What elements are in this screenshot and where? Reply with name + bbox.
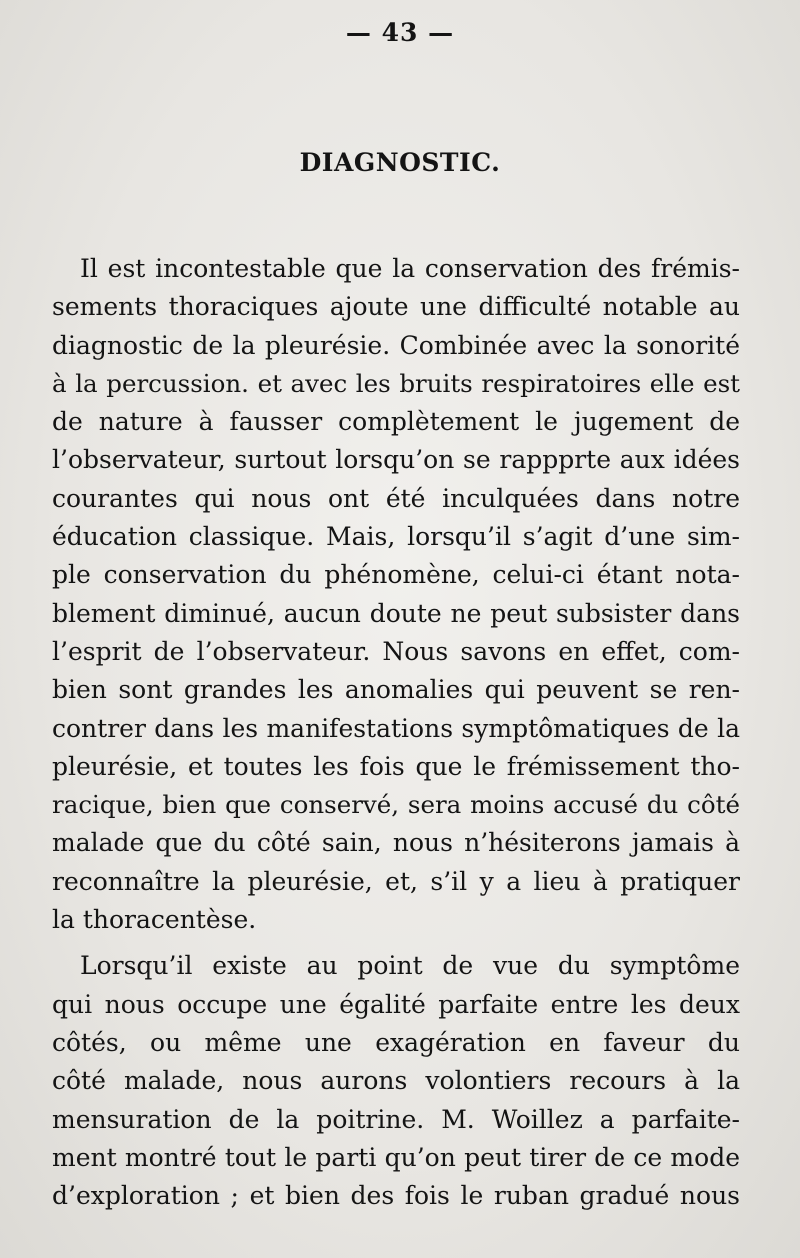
text-line: l’observateur, surtout lorsqu’on se rappprte aux idées [52, 445, 740, 475]
paragraph-1 [52, 250, 740, 939]
paragraph-2 [52, 947, 740, 1215]
text-line: la thoracentèse. [52, 905, 257, 935]
text-line: éducation classique. Mais, lorsqu’il s’agit d’une sim- [52, 522, 740, 552]
text-line: contrer dans les manifestations symptômatiques de la [52, 713, 740, 743]
text-line: racique, bien que conservé, sera moins accusé du côté [52, 790, 740, 820]
text-line: mensuration de la poitrine. M. Woillez a parfaite- [52, 1104, 740, 1134]
text-line: ple conservation du phénomène, celui-ci étant nota- [52, 560, 740, 590]
text-line: d’exploration ; et bien des fois le ruban gradué nous [52, 1181, 740, 1211]
text-line: Il est incontestable que la conservation des frémis- [80, 254, 740, 283]
text-line: Lorsqu’il existe au point de vue du symptôme [80, 951, 740, 981]
body-text [52, 250, 740, 1215]
text-line: l’esprit de l’observateur. Nous savons en effet, com- [52, 636, 740, 666]
page-number: — 43 — [345, 18, 455, 47]
text-line: qui nous occupe une égalité parfaite entre les deux [52, 989, 740, 1019]
text-line: côtés, ou même une exagération en faveur du [52, 1027, 740, 1057]
text-line: diagnostic de la pleurésie. Combinée avec la sonorité [52, 330, 740, 360]
text-line: reconnaître la pleurésie, et, s’il y a lieu à pratiquer [52, 866, 740, 896]
text-line: ment montré tout le parti qu’on peut tirer de ce mode [52, 1142, 740, 1172]
text-line: sements thoraciques ajoute une difficulté notable au [52, 292, 740, 322]
text-line: à la percussion. et avec les bruits respiratoires elle est [52, 368, 740, 398]
text-line: de nature à fausser complètement le jugement de [52, 407, 740, 437]
text-line: blement diminué, aucun doute ne peut subsister dans [52, 598, 740, 628]
text-line: côté malade, nous aurons volontiers recours à la [52, 1066, 740, 1096]
text-line: bien sont grandes les anomalies qui peuvent se ren- [52, 675, 740, 705]
text-line: pleurésie, et toutes les fois que le frémissement tho- [52, 751, 740, 781]
text-line: malade que du côté sain, nous n’hésiterons jamais à [52, 828, 740, 858]
section-heading: DIAGNOSTIC. [299, 148, 501, 177]
text-line: courantes qui nous ont été inculquées dans notre [52, 483, 740, 513]
paragraph-spacer [52, 939, 740, 947]
